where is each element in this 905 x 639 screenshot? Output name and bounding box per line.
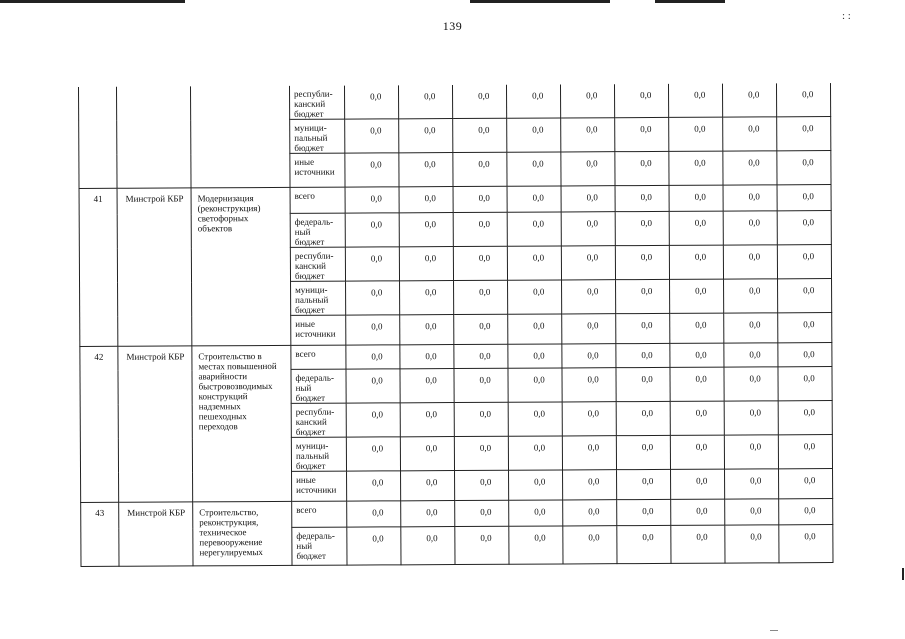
value-cell: 0,0 [723, 185, 777, 211]
value-cell: 0,0 [778, 401, 832, 435]
measure-cell [190, 86, 290, 188]
value-cell: 0,0 [725, 525, 779, 563]
value-cell: 0,0 [508, 436, 562, 470]
value-cell: 0,0 [345, 213, 399, 247]
value-cell: 0,0 [399, 213, 453, 247]
value-cell: 0,0 [615, 211, 669, 245]
value-cell: 0,0 [779, 469, 833, 499]
value-cell: 0,0 [345, 247, 399, 281]
value-cell: 0,0 [345, 119, 399, 153]
value-cell: 0,0 [670, 435, 724, 469]
value-cell: 0,0 [453, 152, 507, 186]
header-rule [655, 0, 725, 3]
funding-source-cell: муници- пальный бюджет [290, 119, 345, 153]
value-cell: 0,0 [778, 367, 832, 401]
scan-speck [770, 630, 778, 631]
value-cell: 0,0 [723, 211, 777, 245]
budget-table [78, 83, 834, 567]
value-cell: 0,0 [561, 212, 615, 246]
value-cell: 0,0 [670, 367, 724, 401]
value-cell: 0,0 [724, 401, 778, 435]
value-cell: 0,0 [347, 471, 401, 501]
value-cell: 0,0 [777, 117, 831, 151]
page-number: 139 [442, 19, 463, 33]
value-cell: 0,0 [723, 117, 777, 151]
value-cell: 0,0 [562, 280, 616, 314]
value-cell: 0,0 [616, 401, 670, 435]
value-cell: 0,0 [724, 367, 778, 401]
value-cell: 0,0 [779, 499, 833, 525]
header-rule [470, 0, 610, 3]
value-cell: 0,0 [670, 401, 724, 435]
value-cell: 0,0 [453, 186, 507, 212]
value-cell: 0,0 [508, 314, 562, 344]
value-cell: 0,0 [615, 151, 669, 185]
value-cell: 0,0 [724, 313, 778, 343]
value-cell: 0,0 [507, 186, 561, 212]
value-cell: 0,0 [617, 469, 671, 499]
funding-source-cell: муници- пальный бюджет [291, 281, 346, 315]
value-cell: 0,0 [722, 83, 776, 117]
value-cell: 0,0 [671, 525, 725, 563]
value-cell: 0,0 [400, 437, 454, 471]
value-cell: 0,0 [346, 403, 400, 437]
funding-source-cell: федераль- ный бюджет [292, 527, 347, 565]
edge-mark [902, 568, 904, 580]
value-cell: 0,0 [561, 186, 615, 212]
row-number: 43 [81, 502, 119, 566]
value-cell: 0,0 [724, 435, 778, 469]
value-cell: 0,0 [508, 368, 562, 402]
value-cell: 0,0 [454, 314, 508, 344]
row-number: 41 [79, 188, 118, 346]
value-cell: 0,0 [346, 345, 400, 369]
funding-source-cell: федераль- ный бюджет [291, 369, 346, 403]
value-cell: 0,0 [453, 246, 507, 280]
value-cell: 0,0 [668, 84, 722, 118]
value-cell: 0,0 [509, 526, 563, 564]
value-cell: 0,0 [724, 279, 778, 313]
value-cell: 0,0 [561, 152, 615, 186]
value-cell: 0,0 [454, 436, 508, 470]
value-cell: 0,0 [616, 313, 670, 343]
value-cell: 0,0 [399, 119, 453, 153]
executor-cell: Минстрой КБР [117, 188, 192, 346]
table-row [79, 185, 831, 215]
value-cell: 0,0 [779, 525, 833, 563]
row-number: 42 [80, 346, 119, 502]
value-cell: 0,0 [346, 281, 400, 315]
value-cell: 0,0 [399, 187, 453, 213]
value-cell: 0,0 [778, 343, 832, 367]
value-cell: 0,0 [669, 245, 723, 279]
funding-source-cell: всего [292, 501, 347, 527]
value-cell: 0,0 [454, 344, 508, 368]
value-cell: 0,0 [508, 280, 562, 314]
value-cell: 0,0 [776, 83, 830, 117]
funding-source-cell: иные источники [291, 315, 346, 345]
value-cell: 0,0 [454, 280, 508, 314]
value-cell: 0,0 [669, 211, 723, 245]
value-cell: 0,0 [453, 212, 507, 246]
value-cell: 0,0 [455, 470, 509, 500]
value-cell: 0,0 [725, 469, 779, 499]
value-cell: 0,0 [508, 344, 562, 368]
table-row [78, 83, 830, 120]
value-cell: 0,0 [344, 85, 398, 119]
value-cell: 0,0 [507, 118, 561, 152]
value-cell: 0,0 [401, 471, 455, 501]
value-cell: 0,0 [778, 313, 832, 343]
value-cell: 0,0 [399, 247, 453, 281]
value-cell: 0,0 [616, 279, 670, 313]
value-cell: 0,0 [452, 85, 506, 119]
funding-source-cell: федераль- ный бюджет [290, 213, 345, 247]
value-cell: 0,0 [724, 343, 778, 367]
value-cell: 0,0 [563, 470, 617, 500]
value-cell: 0,0 [454, 402, 508, 436]
value-cell: 0,0 [400, 281, 454, 315]
value-cell: 0,0 [615, 117, 669, 151]
funding-source-cell: иные источники [290, 153, 345, 187]
executor-cell [116, 86, 191, 188]
value-cell: 0,0 [561, 118, 615, 152]
value-cell: 0,0 [562, 368, 616, 402]
value-cell: 0,0 [615, 185, 669, 211]
value-cell: 0,0 [561, 246, 615, 280]
value-cell: 0,0 [669, 151, 723, 185]
value-cell: 0,0 [777, 185, 831, 211]
value-cell: 0,0 [563, 500, 617, 526]
value-cell: 0,0 [401, 527, 455, 565]
value-cell: 0,0 [616, 367, 670, 401]
value-cell: 0,0 [399, 153, 453, 187]
value-cell: 0,0 [778, 435, 832, 469]
value-cell: 0,0 [507, 212, 561, 246]
value-cell: 0,0 [509, 500, 563, 526]
value-cell: 0,0 [777, 211, 831, 245]
table-row [81, 499, 833, 529]
value-cell: 0,0 [671, 469, 725, 499]
funding-source-cell: иные источники [292, 471, 347, 501]
value-cell: 0,0 [455, 500, 509, 526]
executor-cell: Минстрой КБР [118, 346, 193, 502]
value-cell: 0,0 [777, 151, 831, 185]
value-cell: 0,0 [347, 501, 401, 527]
value-cell: 0,0 [347, 527, 401, 565]
value-cell: 0,0 [669, 185, 723, 211]
funding-source-cell: республи- канский бюджет [289, 86, 344, 120]
value-cell: 0,0 [346, 315, 400, 345]
value-cell: 0,0 [400, 369, 454, 403]
value-cell: 0,0 [617, 525, 671, 563]
value-cell: 0,0 [723, 245, 777, 279]
value-cell: 0,0 [453, 118, 507, 152]
value-cell: 0,0 [506, 84, 560, 118]
corner-marks: : : [842, 10, 851, 22]
value-cell: 0,0 [670, 343, 724, 367]
value-cell: 0,0 [560, 84, 614, 118]
value-cell: 0,0 [454, 368, 508, 402]
value-cell: 0,0 [509, 470, 563, 500]
header-rule [0, 0, 185, 3]
measure-cell: Строительство в местах повышенной аварийности быстровозводимых конструкций надземных пешеходных переходов [192, 345, 292, 502]
value-cell: 0,0 [455, 526, 509, 564]
value-cell: 0,0 [617, 499, 671, 525]
value-cell: 0,0 [345, 187, 399, 213]
value-cell: 0,0 [562, 344, 616, 368]
value-cell: 0,0 [614, 84, 668, 118]
value-cell: 0,0 [562, 314, 616, 344]
value-cell: 0,0 [669, 117, 723, 151]
value-cell: 0,0 [671, 499, 725, 525]
value-cell: 0,0 [346, 437, 400, 471]
value-cell: 0,0 [616, 435, 670, 469]
value-cell: 0,0 [400, 315, 454, 345]
measure-cell: Модернизация (реконструкция) светофорных объектов [191, 187, 291, 346]
funding-source-cell: муници- пальный бюджет [291, 437, 346, 471]
value-cell: 0,0 [615, 245, 669, 279]
value-cell: 0,0 [725, 499, 779, 525]
funding-source-cell: республи- канский бюджет [291, 403, 346, 437]
value-cell: 0,0 [400, 403, 454, 437]
row-number [78, 87, 117, 189]
executor-cell: Минстрой КБР [119, 502, 193, 566]
value-cell: 0,0 [346, 369, 400, 403]
funding-source-cell: всего [291, 345, 346, 369]
measure-cell: Строительство, реконструкция, техническое перевооружение нерегулируемых [193, 501, 292, 566]
funding-source-cell: всего [290, 187, 345, 213]
value-cell: 0,0 [723, 151, 777, 185]
value-cell: 0,0 [670, 313, 724, 343]
value-cell: 0,0 [401, 501, 455, 527]
value-cell: 0,0 [670, 279, 724, 313]
funding-source-cell: республи- канский бюджет [290, 247, 345, 281]
value-cell: 0,0 [507, 152, 561, 186]
value-cell: 0,0 [616, 343, 670, 367]
value-cell: 0,0 [345, 153, 399, 187]
value-cell: 0,0 [398, 85, 452, 119]
value-cell: 0,0 [778, 279, 832, 313]
value-cell: 0,0 [777, 245, 831, 279]
value-cell: 0,0 [508, 402, 562, 436]
value-cell: 0,0 [562, 436, 616, 470]
value-cell: 0,0 [563, 526, 617, 564]
value-cell: 0,0 [400, 345, 454, 369]
value-cell: 0,0 [562, 402, 616, 436]
value-cell: 0,0 [507, 246, 561, 280]
